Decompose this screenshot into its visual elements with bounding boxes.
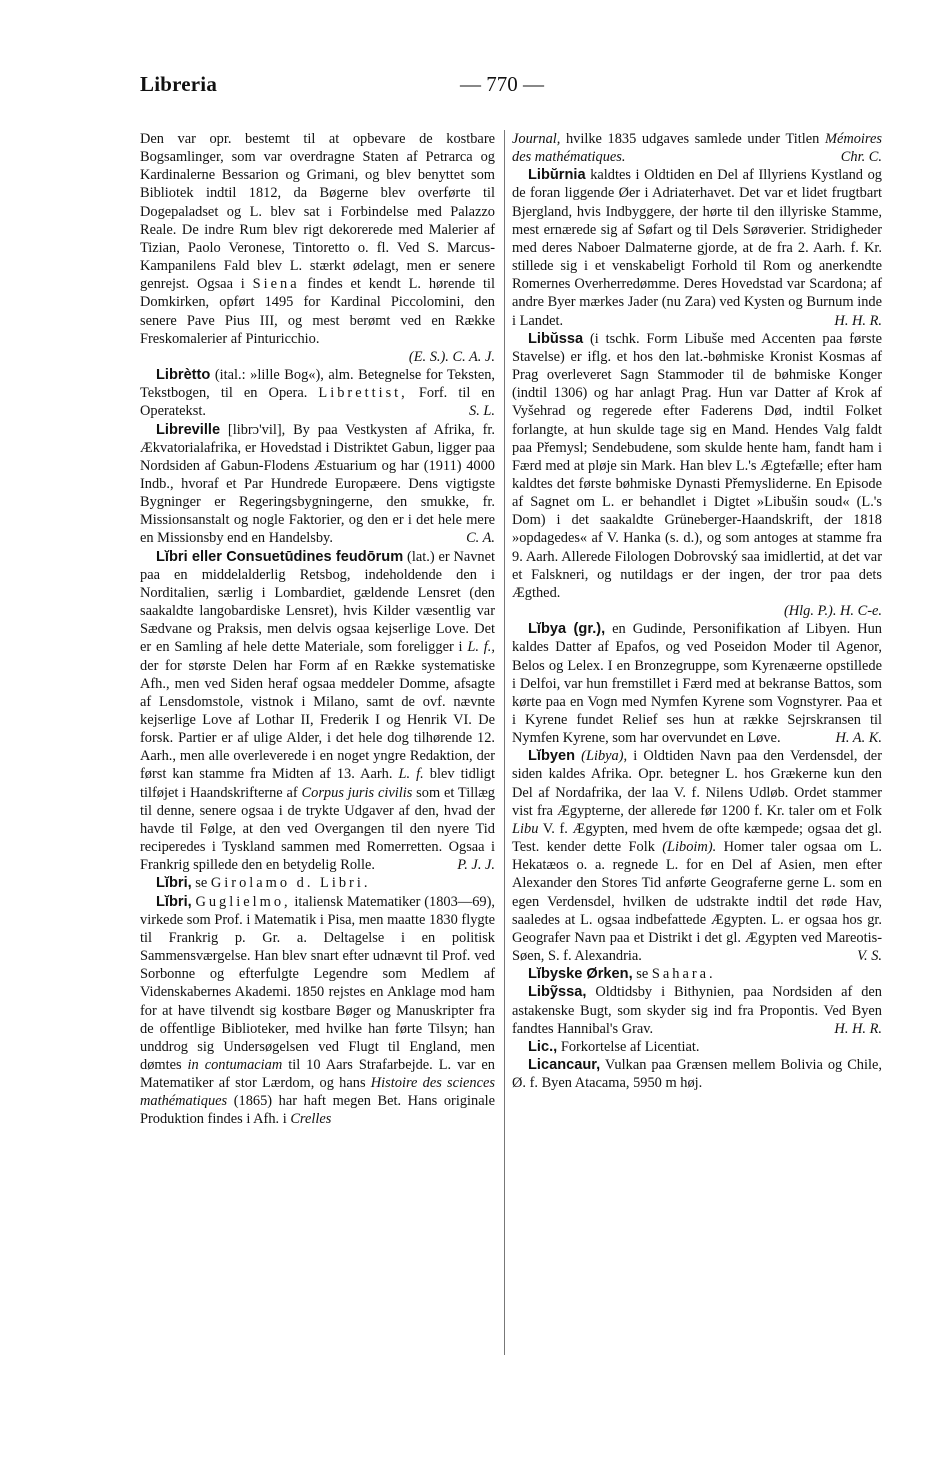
entry-libreville: Libreville [librɔ'vil], By paa Vestkysten af Afrika, fr. Ækvatorialafrika, er Hovedstad i Distriktet Gabun, ligger paa Nordsiden af Gabun-Flodens Æstuarium og har (1911) 4000 Indb., hvoraf et Par Hundrede Europæere. Dens vigtigste Bygninger er Regeringsbygningerne, den smukke, fr. Missionsanstalt og nogle Faktorier, og den er i det hele mere en Missionsby end en Handelsby. C. A. [140,421,495,547]
entry-libri-feudorum: Lĭbri eller Consuetūdines feudōrum (lat.) er Navnet paa en middelalderlig Retsbog, indeholdende den i Norditalien, særlig i Lombardiet, gældende Lensret (den saakaldte langobardiske Lensret), hvis Kilder væsentlig var Sædvane og Praksis, men delvis ogsaa kejserlige Love. Det er en Samling af hele dette Materiale, som foreligger i L. f., der for største Delen har Form af en Række systematiske Afh., men ved Siden heraf ogsaa meddeler Domme, afsagte af Lensdomstole, vistnok i Milano, samt de ovf. nævnte kejserlige Love af Lothar II, Frederik I og Henrik VI. De forsk. Partier er af ulige Alder, i det hele dog tilhørende 12. Aarh., men alle overleverede i en noget yngre Redaktion, der først kan stamme fra Midten af 13. Aarh. L. f. blev tidligt tilføjet i Haandskrifterne af Corpus juris civilis som et Tillæg til denne, senere ogsaa i de trykte Udgaver af den, hvad der havde til Følge, at den ved Overgangen til den nyere Tid reciperedes i Tyskland sammen med Romerretten. Ogsaa i Frankrig spillede den en betydelig Rolle. P. J. J. [140,548,496,874]
page-number: — 770 — [460,72,544,96]
entry-libri-reference: Lĭbri, se Girolamo d. Libri. [156,875,371,892]
entry-libyen: Lĭbyen (Libya), i Oldtiden Navn paa den Verdensdel, der siden kaldes Afrika. Opr. betegner L. hos Grækerne kun den Del af Nordafrika, der laa V. f. Nilens Udløb. Ordet stammer vist fra Ægypterne, der allerede før 1200 f. Kr. taler om et Folk Libu V. f. Ægypten, med hvem de ofte kæmpede; ogsaa det gl. Test. kender dette Folk (Liboim). Homer taler ogsaa om L. Hekatæos o. a. regnede L. for en Del af Asien, men efter Alexander den Stores Tid anførte Geograferne gerne L. som en egen Verdensdel, hvilken de udstrakte indtil det røde Hav, saaledes at L. ogsaa indbefattede Ægypten. L. er ogsaa hos gr. Geografer Navn paa et Distrikt i det gl. Ægypten ved Mareotis-Søen, S. f. Alexandria. V. S. [512,748,882,965]
signature: H. H. R. [834,1020,882,1037]
headword: Licancaur, [528,1056,601,1073]
headword: Librètto [156,367,211,384]
signature: P. J. J. [457,857,495,874]
column-divider [504,130,505,1355]
left-column [140,130,495,1129]
cross-reference[interactable]: Girolamo d. Libri. [210,875,371,892]
entry-libreria-continued: Den var opr. bestemt til at opbevare de kostbare Bogsamlinger, som var overdragne Staten af Petrarca og Kardinalerne Bessarion og Grimani, og blev benyttet som Bibliotek indtil 1812, da Bøgerne blev overførte til Dogepaladset og L. blev sat i Forbindelse med Palazzo Reale. De indre Rum blev rigt dekorerede med Malerier af Tizian, Paolo Veronese, Tintoretto o. fl. Ved S. Marcus-Kampanilens Fald blev L. stærkt ødelagt, men er senere genrejst. Ogsaa i Siena findes et kendt L. hørende til Domkirken, opført 1495 for Kardinal Piccolomini, den senere Pave Pius III, og mest berømt ved en Række Freskomalerier af Pinturicchio. (E. S.). C. A. J. [140,131,496,365]
headword: Lĭbyen [528,748,576,765]
entry-libretto: Librètto (ital.: »lille Bog«), alm. Betegnelse for Teksten, Tekstbogen, til en Opera. Librettist, Forf. til en Operatekst. S. L. [140,367,496,420]
headword: Libŭssa [528,330,584,347]
entry-libri-continued: Journal, hvilke 1835 udgaves samlede under Titlen Mémoires des mathématiques. Chr. C. [512,131,882,166]
headword: Lĭbri, [156,893,192,910]
entry-liburnia: Libŭrnia kaldtes i Oldtiden en Del af Illyriens Kystland og de foran liggende Øer i Adriaterhavet. Det var et lidet frugtbart Bjergland, hvis Indbyggere, der hørte til den illyriske Stamme, mest ernærede sig af Søfart og til Dels Sørøverier. Stridigheder med deres Naboer Dalmaterne gjorde, at de fra 2. Aarh. f. Kr. stillede sig i et venskabeligt Forhold til Rom og anerkendte Romernes Overherredømme. Deres Hovedstad var Scardona; af andre Byer mærkes Jader (nu Zara) ved Kysten og Burnum inde i Landet. H. H. R. [512,167,882,329]
headword: Libỹssa, [528,984,587,1001]
right-column [512,130,882,1092]
signature: H. A. K. [835,730,882,747]
entry-libya: Lĭbya (gr.), en Gudinde, Personifikation af Libyen. Hun kaldes Datter af Epafos, og ved Poseidon Moder til Agenor, Belos og Lelex. I en Bronzegruppe, som Kyrenæerne opstillede i Delfoi, var hun fremstillet i Færd med at bekranse Battos, som kørte paa en Vogn med Nymfen Kyrene som Vognstyrer. Paa et i Kyrene fundet Relief ses hun at række Sejrskransen til Nymfen Kyrene, som har overvundet en Løve. H. A. K. [512,621,883,747]
headword: Lĭbri eller Consuetūdines feudōrum [156,548,404,565]
entry-libri-guglielmo: Lĭbri, Guglielmo, italiensk Matematiker (1803—69), virkede som Prof. i Matematik i Pisa, men maatte 1830 flygte til Frankrig p. Gr. a. Deltagelse i en politisk Sammensværgelse. Han blev snart efter udnævnt til Prof. ved Sorbonne og efterfulgte Legendre som Medlem af Videnskabernes Akademi. 1850 rejstes en Anklage mod ham for at have tilvendt sig kostbare Bøger og Manuskripter fra de offentlige Biblioteker, med hvilke han førte Tilsyn; han unddrog sig Undersøgelsen ved Flugt til England, men dømtes in contumaciam til 10 Aars Strafarbejde. L. var en Matematiker af stor Lærdom, og hans Histoire des sciences mathématiques (1865) har haft megen Bet. Hans originale Produktion findes i Afh. i Crelles [140,893,495,1128]
cross-reference[interactable]: Sahara. [651,966,716,983]
headword: Lic., [528,1038,558,1055]
running-headword: Libreria [140,72,218,96]
entry-libyssa: Libỹssa, Oldtidsby i Bithynien, paa Nordsiden af den astakenske Bugt, som skyder sig ind fra Propontis. Ved Byen fandtes Hannibal's Grav. H. H. R. [512,984,882,1037]
entry-libyske-orken: Lĭbyske Ørken, se Sahara. [528,966,716,983]
entry-licancaur: Licancaur, Vulkan paa Grænsen mellem Bolivia og Chile, Ø. f. Byen Atacama, 5950 m høj. [512,1056,882,1092]
headword: Libreville [156,421,221,438]
signature: C. A. [466,530,495,547]
headword: Libŭrnia [528,167,586,184]
signature: S. L. [469,403,495,420]
signature: V. S. [857,948,882,965]
signature: H. H. R. [834,312,882,329]
page-header [140,70,900,104]
headword: Lĭbyske Ørken, [528,966,633,983]
headword: Lĭbya (gr.), [528,621,606,638]
entry-lic: Lic., Forkortelse af Licentiat. [528,1038,700,1055]
signature: Chr. C. [840,149,882,166]
entry-libussa: Libŭssa (i tschk. Form Libuše med Accenten paa første Stavelse) er iflg. et hos den lat.-bøhmiske Kronist Kosmas af Prag overleveret Sagn Stammoder til de bøhmiske Konger (indtil 1306) og har anlagt Prag. Hun var Datter af Krok af Vyšehrad og regerede efter Faderens Død, indtil Folket forlangte, at hun skulde tage sig en Mand. Hendes Valg faldt paa Přemysl; Sendebudene, som skulde hente ham, fandt ham i Færd med at pløje sin Mark. Han blev L.'s Ægtefælle; efter ham kaldtes det første bøhmiske Dynasti Přemysliderne. En Episode af Sagnet om L. er behandlet i Digtet »Libušin soud« (L.'s Dom) i det saakaldte Grüneberger-Haandskrift, der 1818 »opdagedes« af V. Hanka (s. d.), og som antoges at stamme fra 9. Aarh. Allerede Filologen Dobrovský saa imidlertid, at det var et Falskneri, og nutildags er der ingen, der tror paa dets Ægthed. (Hlg. P.). H. C-e. [512,330,882,620]
headword: Lĭbri, [156,875,192,892]
signature: (Hlg. P.). H. C-e. [783,603,882,620]
signature: (E. S.). C. A. J. [408,348,495,365]
